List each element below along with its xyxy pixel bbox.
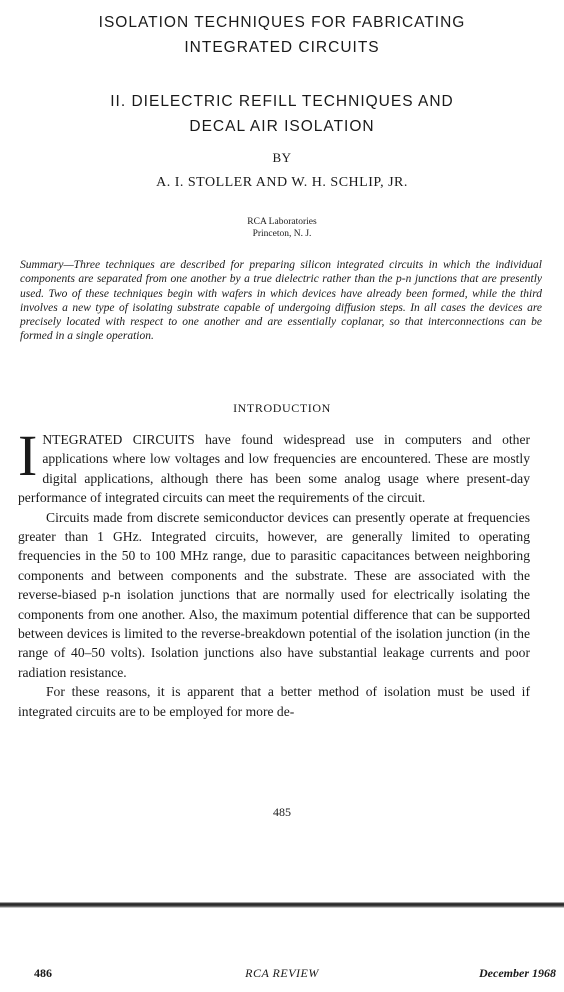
paragraph-1 <box>18 423 530 508</box>
article-subtitle <box>20 89 544 139</box>
affiliation-line-2: Princeton, N. J. <box>252 229 312 239</box>
article-title <box>20 10 544 60</box>
page-number: 485 <box>273 805 291 819</box>
title-line-1: ISOLATION TECHNIQUES FOR FABRICATING <box>98 14 466 31</box>
by-label: BY <box>272 150 292 165</box>
affiliation-line-1: RCA Laboratories <box>247 217 317 227</box>
summary-paragraph <box>20 258 542 344</box>
paragraph-1-text: NTEGRATED CIRCUITS have found widespread use in computers and other applications where low voltages and low frequencies are encountered. These are mostly digital applications, although there has been some analog usage where present-day performance of integrated circuits can meet the requirements of the circuit. <box>18 432 530 506</box>
summary-text: —Three techniques are described for preparing silicon integrated circuits in which the individual components are separated from one another by a true dielectric rather than the p-n junctions that are presently used. Two of these techniques begin with wafers in which devices have already been formed, while the third involves a new type of isolating substrate capable of undergoing diffusion steps. In all cases the devices are precisely located with respect to one another and are essentially coplanar, so that interconnections can be formed in a single operation. <box>20 259 542 343</box>
footer-date: December 1968 <box>479 966 556 980</box>
drop-cap: I <box>18 423 38 488</box>
title-line-2: INTEGRATED CIRCUITS <box>184 39 380 56</box>
subtitle-line-1: II. DIELECTRIC REFILL TECHNIQUES AND <box>110 93 454 110</box>
footer-page-number: 486 <box>34 966 52 980</box>
subtitle-line-2: DECAL AIR ISOLATION <box>189 118 375 135</box>
authors: A. I. STOLLER AND W. H. SCHLIP, JR. <box>156 175 408 190</box>
body-text <box>18 423 530 721</box>
footer-journal-name: RCA REVIEW <box>245 966 319 980</box>
paragraph-3: For these reasons, it is apparent that a better method of isolation must be used if integrated circuits are to be employed for more de- <box>18 684 530 719</box>
section-heading: INTRODUCTION <box>233 401 331 415</box>
summary-lead: Summary <box>20 259 64 271</box>
page-divider <box>0 902 564 908</box>
paragraph-2: Circuits made from discrete semiconductor devices can presently operate at frequencies greater than 1 GHz. Integrated circuits, however, are generally limited to operating frequencies in the 50 to 100 MHz range, due to parasitic capacitances between neighboring components and between components and the substrate. These are associated with the reverse-biased p-n isolation junctions that are normally used for electrically isolating the components from one another. Also, the maximum potential difference that can be supported between devices is limited to the reverse-breakdown potential of the isolation junction (in the range of 40–50 volts). Isolation junctions also have substantial leakage currents and poor radiation resistance. <box>18 509 530 680</box>
